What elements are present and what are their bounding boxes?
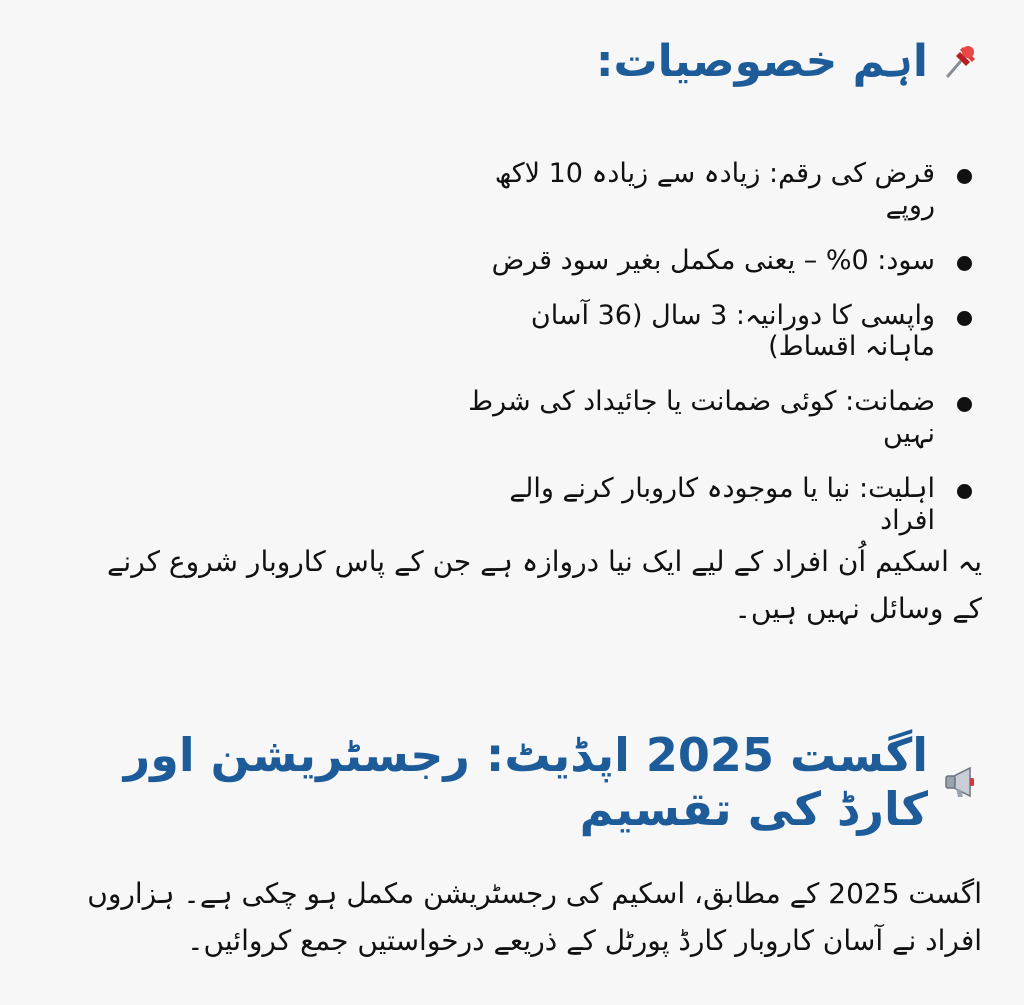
bullet-icon <box>957 256 972 271</box>
pushpin-icon <box>940 42 980 82</box>
bullet-icon <box>957 397 972 412</box>
list-item <box>40 386 972 450</box>
features-heading-text: اہم خصوصیات: <box>595 36 928 87</box>
bullet-icon <box>957 311 972 326</box>
list-item <box>40 473 972 537</box>
bullet-icon <box>957 169 972 184</box>
feature-text: سود: 0% – یعنی مکمل بغیر سود قرض <box>491 244 935 276</box>
bullet-icon <box>957 484 972 499</box>
feature-text: ضمانت: کوئی ضمانت یا جائیداد کی شرط نہیں <box>468 386 935 450</box>
update-description: اگست 2025 کے مطابق، اسکیم کی رجسٹریشن مکمل ہو چکی ہے۔ ہزاروں افراد نے آسان کاروبار کارڈ پورٹل کے ذریعے درخواستیں جمع کروائیں۔ <box>87 877 982 958</box>
update-heading-text: اگست 2025 اپڈیٹ: رجسٹریشن اور کارڈ کی تقسیم <box>123 728 928 836</box>
features-list <box>40 158 972 560</box>
feature-text: اہلیت: نیا یا موجودہ کاروبار کرنے والے افراد <box>509 473 935 536</box>
megaphone-icon <box>940 762 980 802</box>
feature-text: واپسی کا دورانیہ: 3 سال (36 آسان ماہانہ اقساط) <box>530 299 935 363</box>
list-item <box>40 245 972 277</box>
scheme-description: یہ اسکیم اُن افراد کے لیے ایک نیا دروازہ ہے جن کے پاس کاروبار شروع کرنے کے وسائل نہیں ہیں۔ <box>107 545 982 626</box>
list-item <box>40 300 972 364</box>
feature-text: قرض کی رقم: زیادہ سے زیادہ 10 لاکھ روپے <box>494 158 935 221</box>
section-heading-update <box>36 728 980 836</box>
list-item <box>40 158 972 222</box>
section-heading-features <box>36 36 980 87</box>
